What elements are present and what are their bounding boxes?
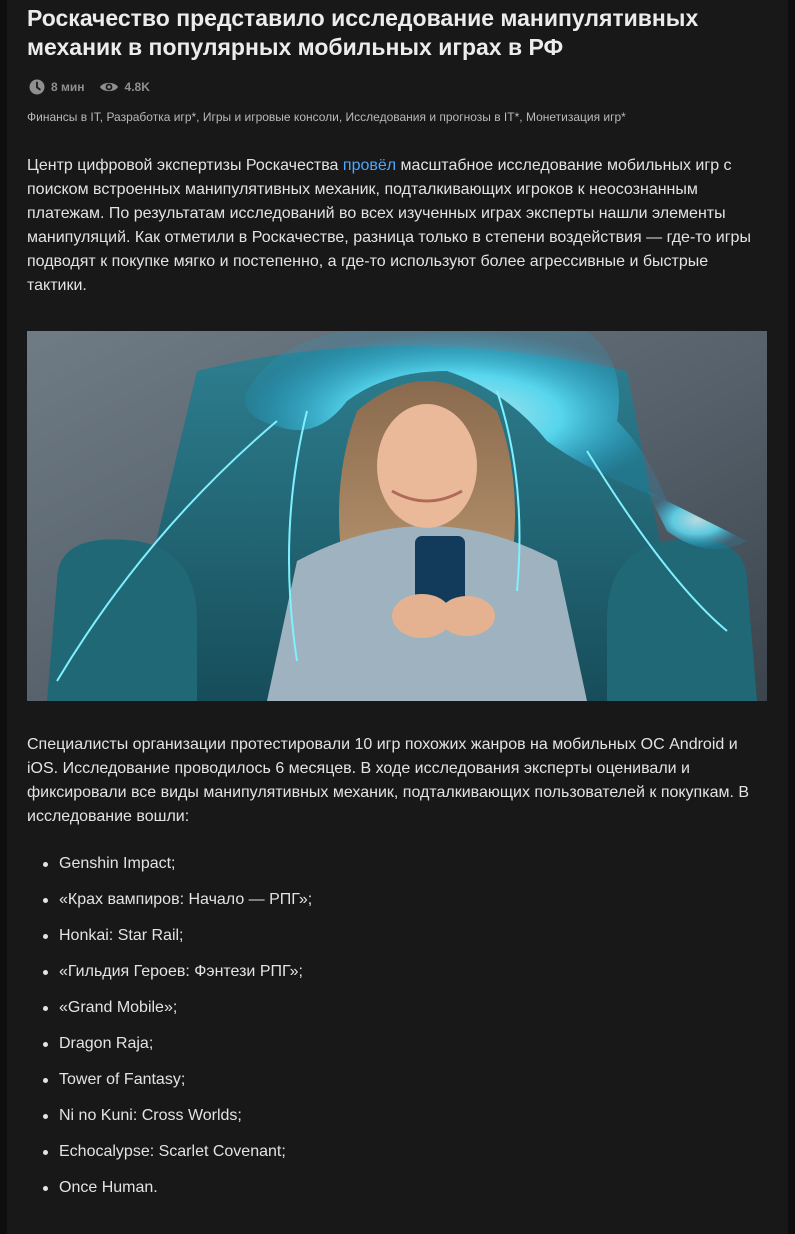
- article-title[interactable]: Роскачество представило исследование манипулятивных механик в популярных мобильных играх в РФ: [27, 5, 699, 60]
- reading-time: [29, 79, 85, 95]
- article-meta: [29, 77, 150, 97]
- list-item: Honkai: Star Rail;: [59, 927, 312, 963]
- list-item: Dragon Raja;: [59, 1035, 312, 1071]
- hub-tags: Финансы в IT, Разработка игр*, Игры и игровые консоли, Исследования и прогнозы в IT*, Монетизация игр*: [27, 110, 626, 124]
- intro-paragraph: Центр цифровой экспертизы Роскачества провёл масштабное исследование мобильных игр с поиском встроенных манипулятивных механик, подталкивающих игроков к неосознанным платежам. По результатам исследований во всех изученных играх эксперты нашли элементы манипуляций. Как отметили в Роскачестве, разница только в степени воздействия — где-то игры подводят к покупке мягко и постепенно, а где-то используют более агрессивные и быстрые тактики.: [27, 157, 751, 294]
- tag-link[interactable]: Монетизация игр*: [525, 110, 626, 124]
- list-item: Ni no Kuni: Cross Worlds;: [59, 1107, 312, 1143]
- list-item: Echocalypse: Scarlet Covenant;: [59, 1143, 312, 1179]
- article-illustration: [27, 331, 767, 701]
- list-item: «Grand Mobile»;: [59, 999, 312, 1035]
- games-list: [27, 855, 312, 1215]
- list-item: Once Human.: [59, 1179, 312, 1215]
- tag-link[interactable]: Исследования и прогнозы в IT*: [345, 110, 520, 124]
- body-paragraph: Специалисты организации протестировали 10 игр похожих жанров на мобильных ОС Android и iOS. Исследование проводилось 6 месяцев. В ходе исследования эксперты оценивали и фиксировали все виды манипулятивных механик, подталкивающих пользователей к покупкам. В исследование вошли:: [27, 736, 750, 825]
- tag-link[interactable]: Игры и игровые консоли: [202, 110, 339, 124]
- eye-icon: [99, 80, 119, 94]
- reading-time-value: 8 мин: [51, 80, 85, 94]
- list-item: Genshin Impact;: [59, 855, 312, 891]
- tag-link[interactable]: Разработка игр*: [106, 110, 197, 124]
- list-item: Tower of Fantasy;: [59, 1071, 312, 1107]
- list-item: «Крах вампиров: Начало — РПГ»;: [59, 891, 312, 927]
- views-count: [99, 80, 150, 94]
- source-link[interactable]: провёл: [342, 157, 397, 174]
- list-item: «Гильдия Героев: Фэнтези РПГ»;: [59, 963, 312, 999]
- clock-icon: [29, 79, 45, 95]
- tag-link[interactable]: Финансы в IT: [27, 110, 100, 124]
- article-card: [7, 0, 788, 1234]
- views-value: 4.8K: [124, 80, 150, 94]
